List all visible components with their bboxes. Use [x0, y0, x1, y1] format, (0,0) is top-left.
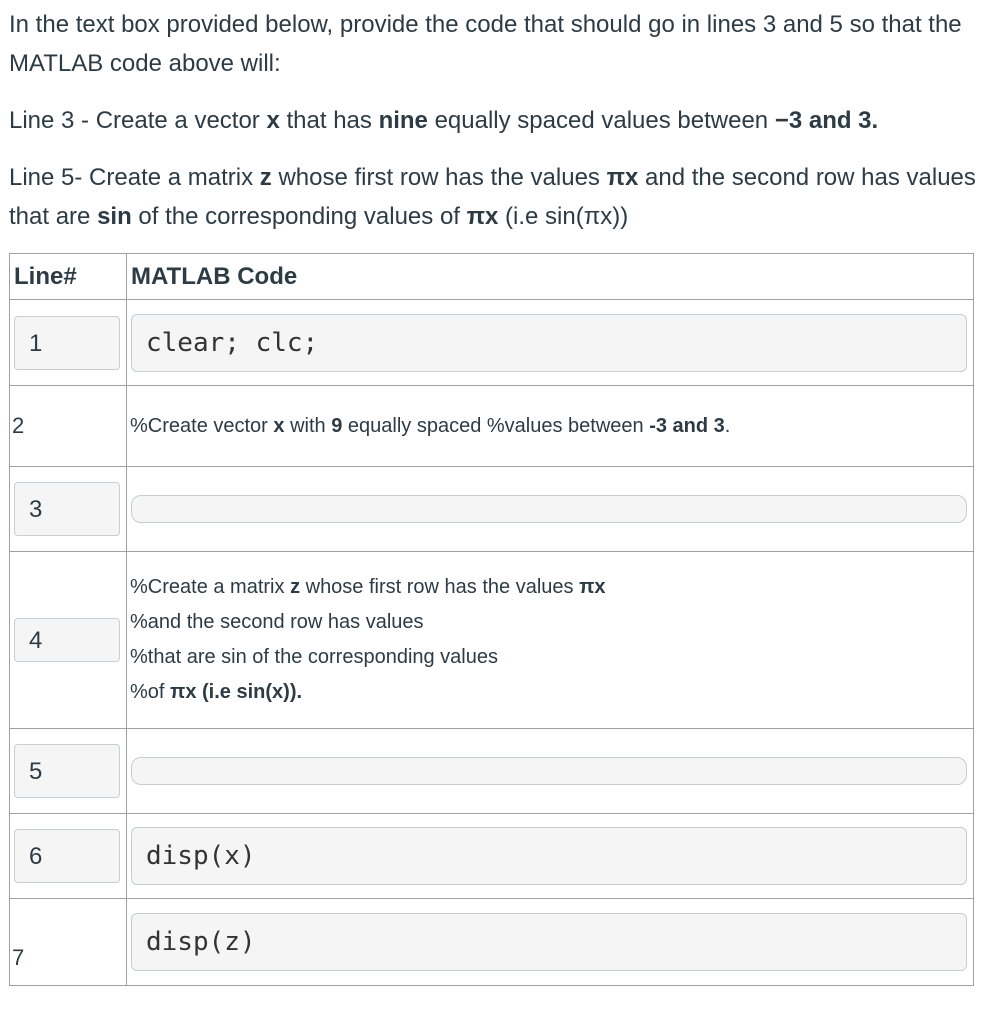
table-row	[10, 552, 974, 729]
code-comment: %Create vector x with 9 equally spaced %values between -3 and 3.	[130, 414, 731, 437]
table-row	[10, 300, 974, 386]
line-number-field[interactable]: 3	[14, 482, 120, 536]
line5-instruction: Line 5- Create a matrix z whose first row has the values πx and the second row has values that are sin of the corresponding values of πx (i.e sin(πx))	[9, 164, 976, 230]
table-row	[10, 386, 974, 467]
code-field[interactable]: clear; clc;	[131, 314, 967, 372]
line3-instruction: Line 3 - Create a vector x that has nine equally spaced values between −3 and 3.	[9, 107, 879, 134]
line-number-header: Line#	[10, 254, 127, 300]
instruction-paragraph: In the text box provided below, provide the code that should go in lines 3 and 5 so that the MATLAB code above will:	[9, 11, 962, 77]
line-number-field[interactable]: 6	[14, 829, 120, 883]
table-row	[10, 899, 974, 986]
code-comment: %Create a matrix z whose first row has the values πx	[130, 576, 606, 598]
code-comment: %of πx (i.e sin(x)).	[130, 681, 303, 703]
table-row	[10, 814, 974, 899]
line-number-field[interactable]: 4	[14, 618, 120, 662]
line-number-field[interactable]: 1	[14, 316, 120, 370]
code-comment: %that are sin of the corresponding values	[130, 646, 498, 668]
table-row	[10, 467, 974, 552]
code-comment: %and the second row has values	[130, 611, 424, 633]
code-field[interactable]: disp(z)	[131, 913, 967, 971]
line-number-text: 7	[12, 945, 25, 970]
line-number-field[interactable]: 5	[14, 744, 120, 798]
line-number-text: 2	[12, 413, 25, 438]
line3-answer-input[interactable]	[131, 495, 967, 523]
matlab-code-header: MATLAB Code	[127, 254, 974, 300]
table-row	[10, 729, 974, 814]
table-header-row	[10, 254, 974, 300]
code-field[interactable]: disp(x)	[131, 827, 967, 885]
matlab-code-table	[9, 253, 974, 986]
line5-answer-input[interactable]	[131, 757, 967, 785]
